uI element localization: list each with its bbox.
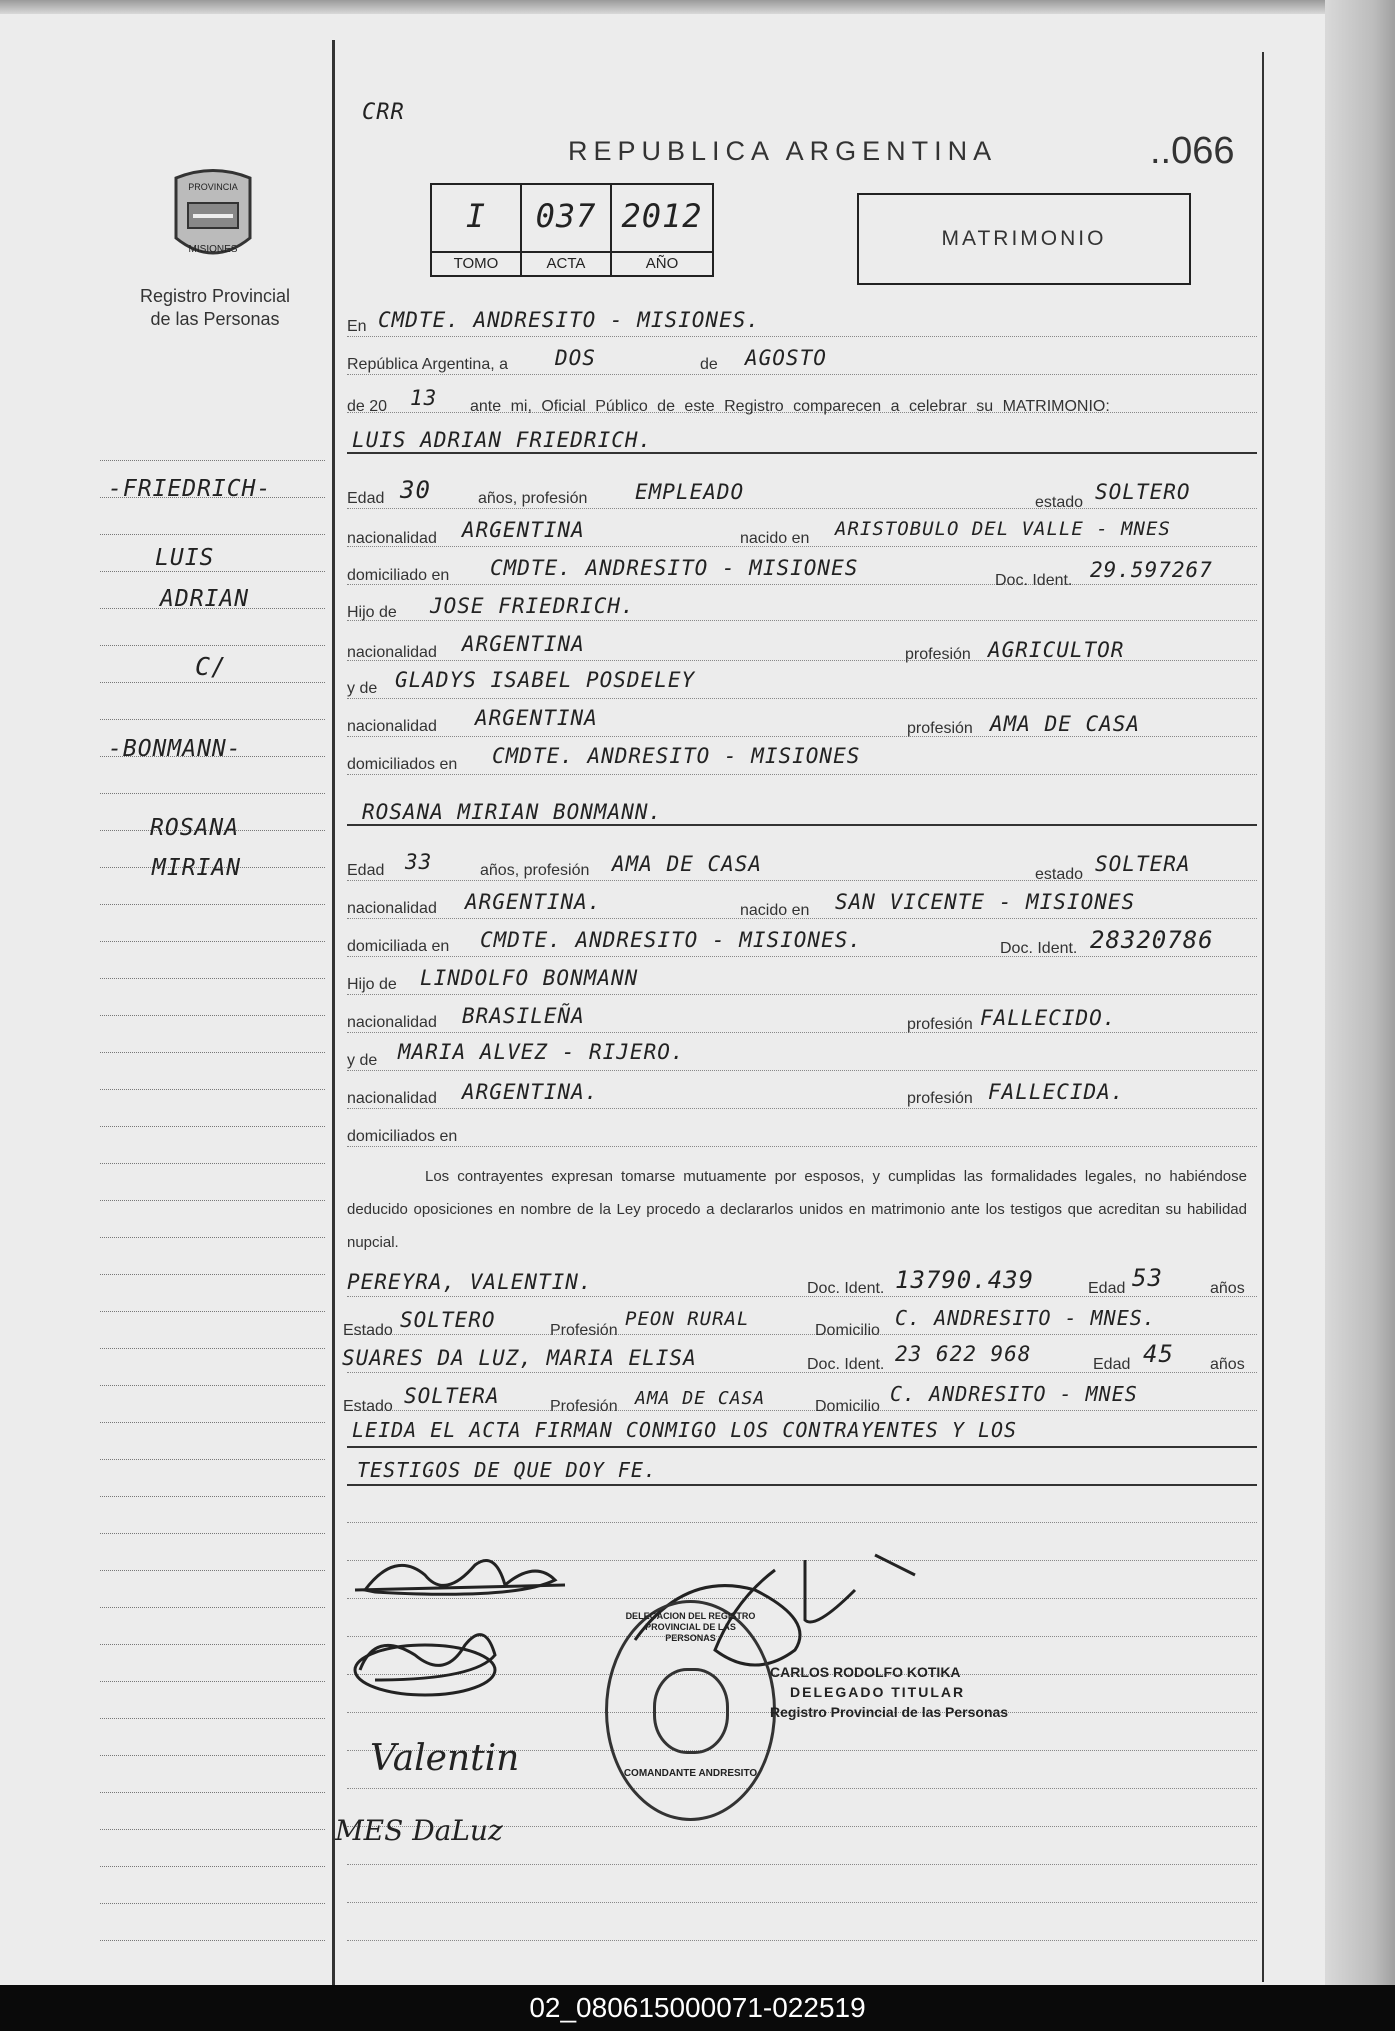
form-rule-line (347, 956, 1257, 957)
margin-name-2: ADRIAN (160, 586, 250, 612)
groom-doc: 29.597267 (1090, 558, 1213, 582)
bride-profession: AMA DE CASA (612, 852, 763, 876)
margin-rule-line (100, 1200, 325, 1201)
margin-rule-line (100, 1570, 325, 1571)
form-rule-line (347, 698, 1257, 699)
margin-name-5: ROSANA (150, 815, 240, 841)
closing-line-2: TESTIGOS DE QUE DOY FE. (357, 1458, 657, 1482)
witness1-name: PEREYRA, VALENTIN. (347, 1270, 593, 1294)
label-w1-estado: Estado (343, 1322, 393, 1339)
margin-rule-line (100, 571, 325, 572)
groom-parents-domicile: CMDTE. ANDRESITO - MISIONES (492, 744, 861, 768)
anio-cell (612, 185, 712, 275)
margin-rule-line (100, 793, 325, 794)
logo-text-top: PROVINCIA (188, 182, 238, 192)
margin-rule-line (100, 978, 325, 979)
label-bride-yde: y de (347, 1052, 378, 1069)
label-groom-nacionalidad: nacionalidad (347, 530, 437, 547)
anio-value: 2012 (621, 197, 703, 235)
groom-mother: GLADYS ISABEL POSDELEY (395, 668, 696, 692)
label-groom-nacido: nacido en (740, 530, 810, 547)
crr-mark: CRR (362, 100, 405, 125)
tomo-cell (432, 185, 522, 275)
officer-org: Registro Provincial de las Personas (770, 1704, 1009, 1720)
tomo-label: TOMO (432, 251, 520, 275)
bride-mother-profession: FALLECIDA. (988, 1080, 1125, 1104)
groom-name: LUIS ADRIAN FRIEDRICH. (352, 428, 653, 452)
label-w2-estado: Estado (343, 1398, 393, 1415)
place-year: 13 (410, 386, 438, 410)
label-bride-nacido: nacido en (740, 902, 810, 919)
bride-born: SAN VICENTE - MISIONES (835, 890, 1136, 914)
form-rule-line (347, 1334, 1257, 1335)
margin-rule-line (100, 1718, 325, 1719)
label-bride-hijo: Hijo de (347, 976, 397, 993)
margin-name-3: C/ (195, 652, 228, 681)
label-groom-mother-prof: profesión (907, 720, 973, 737)
margin-rule-line (100, 1459, 325, 1460)
label-groom-doc: Doc. Ident. (995, 572, 1073, 589)
bride-age: 33 (405, 850, 433, 874)
margin-name-6: MIRIAN (152, 855, 242, 881)
margin-rule-line (100, 904, 325, 905)
groom-domicile: CMDTE. ANDRESITO - MISIONES (490, 556, 859, 580)
record-box (430, 183, 714, 277)
form-rule-line (347, 584, 1257, 585)
registry-label-2: de las Personas (150, 309, 280, 329)
witness2-domicile: C. ANDRESITO - MNES (890, 1382, 1138, 1406)
groom-mother-profession: AMA DE CASA (990, 712, 1141, 736)
label-groom-edad: Edad (347, 490, 385, 507)
label-bride-mother-nac: nacionalidad (347, 1090, 437, 1107)
form-rule-line (347, 1446, 1257, 1448)
bride-father: LINDOLFO BONMANN (420, 966, 639, 990)
form-rule-line (347, 774, 1257, 775)
form-rule-line (347, 1902, 1257, 1903)
official-stamp (605, 1600, 776, 1821)
form-rule-line (347, 1108, 1257, 1109)
document-number: ..066 (1150, 130, 1235, 172)
groom-father-profession: AGRICULTOR (988, 638, 1125, 662)
groom-mother-nationality: ARGENTINA (475, 706, 598, 730)
label-w1-profesion: Profesión (550, 1322, 618, 1339)
signature-groom (355, 1561, 565, 1595)
label-groom-father-prof: profesión (905, 646, 971, 663)
margin-rule-line (100, 1866, 325, 1867)
form-rule-line (347, 452, 1257, 454)
margin-rule-line (100, 1829, 325, 1830)
label-groom-father-nac: nacionalidad (347, 644, 437, 661)
right-rule (1262, 52, 1264, 1982)
bride-mother: MARIA ALVEZ - RIJERO. (398, 1040, 685, 1064)
form-rule-line (347, 1484, 1257, 1486)
form-rule-line (347, 1146, 1257, 1147)
form-rule-line (347, 620, 1257, 621)
province-seal-icon (168, 168, 258, 268)
groom-profession: EMPLEADO (635, 480, 745, 504)
acta-cell (522, 185, 612, 275)
acta-value: 037 (535, 197, 597, 235)
label-w1-domicilio: Domicilio (815, 1322, 880, 1339)
label-de-20: de 20 (347, 398, 388, 415)
margin-lines (100, 460, 325, 1960)
margin-rule-line (100, 1385, 325, 1386)
page-edge (1325, 0, 1395, 1985)
margin-rule-line (100, 1237, 325, 1238)
statement-paragraph: Los contrayentes expresan tomarse mutuamente por esposos, y cumplidas las formalidades legales, no habiéndose deducido oposiciones en nombre de la Ley procedo a declararlos unidos en matrimonio ante los testigos que acreditan su habilidad nupcial. (347, 1168, 1247, 1251)
margin-rule-line (100, 682, 325, 683)
label-groom-domiciliado: domiciliado en (347, 567, 450, 584)
anio-label: AÑO (612, 251, 712, 275)
signature-witness1: Valentin (370, 1738, 520, 1779)
margin-name-1: LUIS (155, 545, 215, 571)
margin-rule-line (100, 1348, 325, 1349)
closing-line-1: LEIDA EL ACTA FIRMAN CONMIGO LOS CONTRAYENTES Y LOS (352, 1418, 1018, 1442)
form-rule-line (347, 1070, 1257, 1071)
form-rule-line (347, 994, 1257, 995)
record-type-box: MATRIMONIO (857, 193, 1191, 285)
margin-rule-line (100, 1274, 325, 1275)
margin-rule-line (100, 1089, 325, 1090)
bride-domicile: CMDTE. ANDRESITO - MISIONES. (480, 928, 863, 952)
form-rule-line (347, 1522, 1257, 1523)
margin-rule-line (100, 1644, 325, 1645)
officer-title: DELEGADO TITULAR (790, 1684, 966, 1700)
margin-rule-line (100, 1903, 325, 1904)
label-bride-nacionalidad: nacionalidad (347, 900, 437, 917)
margin-rule-line (100, 1607, 325, 1608)
tomo-value: I (465, 197, 487, 235)
bride-name: ROSANA MIRIAN BONMANN. (362, 800, 663, 824)
margin-rule-line (100, 534, 325, 535)
witness2-profession: AMA DE CASA (635, 1388, 766, 1409)
label-w2-doc: Doc. Ident. (807, 1356, 885, 1373)
margin-rule-line (100, 1940, 325, 1941)
margin-rule-line (100, 1496, 325, 1497)
stamp-emblem (653, 1668, 729, 1754)
form-rule-line (347, 824, 1257, 826)
margin-rule-line (100, 1422, 325, 1423)
registry-label (110, 285, 320, 331)
witness1-age: 53 (1132, 1264, 1163, 1292)
witness1-profession: PEON RURAL (625, 1308, 750, 1330)
acta-label: ACTA (522, 251, 610, 275)
groom-status: SOLTERO (1095, 480, 1191, 504)
margin-rule-line (100, 1052, 325, 1053)
bride-mother-nationality: ARGENTINA. (462, 1080, 599, 1104)
scan-footer: 02_080615000071-022519 (0, 1985, 1395, 2031)
top-edge (0, 0, 1395, 14)
place-city: CMDTE. ANDRESITO - MISIONES. (378, 308, 761, 332)
label-bride-estado: estado (1035, 866, 1084, 883)
signature-witness2: MES DaLuz (335, 1814, 503, 1847)
margin-rule-line (100, 1755, 325, 1756)
form-rule-line (347, 1940, 1257, 1941)
signature-bride (355, 1635, 495, 1695)
margin-rule-line (100, 1126, 325, 1127)
label-groom-estado: estado (1035, 494, 1084, 511)
groom-nationality: ARGENTINA (462, 518, 585, 542)
officer-name: CARLOS RODOLFO KOTIKA (770, 1664, 961, 1680)
label-bride-mother-prof: profesión (907, 1090, 973, 1107)
form-rule-line (347, 508, 1257, 509)
label-w2-domicilio: Domicilio (815, 1398, 880, 1415)
margin-rule-line (100, 1311, 325, 1312)
margin-rule-line (100, 1533, 325, 1534)
label-w2-anios: años (1210, 1356, 1245, 1373)
margin-rule-line (100, 941, 325, 942)
label-groom-mother-nac: nacionalidad (347, 718, 437, 735)
label-groom-domiciliados: domiciliados en (347, 756, 458, 773)
officer-stamp (770, 1662, 1008, 1722)
label-bride-anios-profesion: años, profesión (480, 862, 590, 879)
label-en: En (347, 318, 367, 335)
label-w1-edad: Edad (1088, 1280, 1126, 1297)
margin-rule-line (100, 460, 325, 461)
country-title: REPUBLICA ARGENTINA (568, 136, 998, 166)
registry-label-1: Registro Provincial (139, 286, 291, 306)
form-rule-line (347, 374, 1257, 375)
margin-name-4: -BONMANN- (108, 736, 242, 762)
witness2-status: SOLTERA (404, 1384, 500, 1408)
margin-rule-line (100, 1681, 325, 1682)
groom-father-nationality: ARGENTINA (462, 632, 585, 656)
form-rule-line (347, 736, 1257, 737)
logo-text-bottom: MISIONES (188, 244, 238, 255)
form-rule-line (347, 336, 1257, 337)
label-bride-domiciliados: domiciliados en (347, 1128, 458, 1145)
witness2-name: SUARES DA LUZ, MARIA ELISA (342, 1346, 697, 1370)
label-ante-mi: ante mi, Oficial Público de este Registro comparecen a celebrar su MATRIMONIO: (470, 398, 1110, 415)
groom-age: 30 (400, 476, 431, 504)
label-bride-doc: Doc. Ident. (1000, 940, 1078, 957)
label-bride-father-prof: profesión (907, 1016, 973, 1033)
label-bride-domiciliada: domiciliada en (347, 938, 450, 955)
witness2-age: 45 (1143, 1340, 1174, 1368)
stamp-place-text: COMANDANTE ANDRESITO (623, 1768, 758, 1779)
form-rule-line (347, 1032, 1257, 1033)
groom-born: ARISTOBULO DEL VALLE - MNES (835, 518, 1171, 540)
place-month: AGOSTO (745, 346, 827, 370)
margin-name-0: -FRIEDRICH- (108, 476, 272, 502)
margin-rule-line (100, 1792, 325, 1793)
form-rule-line (347, 880, 1257, 881)
place-day: DOS (555, 346, 596, 370)
label-w1-anios: años (1210, 1280, 1245, 1297)
margin-rule-line (100, 719, 325, 720)
margin-rule-line (100, 1015, 325, 1016)
margin-rule-line (100, 645, 325, 646)
label-republica: República Argentina, a (347, 356, 508, 373)
label-groom-anios-profesion: años, profesión (478, 490, 588, 507)
label-w2-edad: Edad (1093, 1356, 1131, 1373)
label-bride-father-nac: nacionalidad (347, 1014, 437, 1031)
bride-status: SOLTERA (1095, 852, 1191, 876)
bride-doc: 28320786 (1090, 926, 1214, 954)
groom-father: JOSE FRIEDRICH. (430, 594, 635, 618)
margin-rule-line (100, 1163, 325, 1164)
stamp-ring-text: DELEGACION DEL REGISTRO PROVINCIAL DE LAS PERSONAS (625, 1611, 756, 1643)
witness1-domicile: C. ANDRESITO - MNES. (895, 1306, 1156, 1330)
bride-nationality: ARGENTINA. (465, 890, 602, 914)
witness1-doc: 13790.439 (895, 1266, 1035, 1294)
label-groom-hijo: Hijo de (347, 604, 397, 621)
label-de-month: de (700, 356, 718, 373)
witness1-status: SOLTERO (400, 1308, 496, 1332)
label-w2-profesion: Profesión (550, 1398, 618, 1415)
form-rule-line (347, 1864, 1257, 1865)
label-w1-doc: Doc. Ident. (807, 1280, 885, 1297)
form-rule-line (347, 1410, 1257, 1411)
bride-father-profession: FALLECIDO. (980, 1006, 1117, 1030)
label-groom-yde: y de (347, 680, 378, 697)
label-bride-edad: Edad (347, 862, 385, 879)
witness2-doc: 23 622 968 (895, 1342, 1032, 1366)
bride-father-nationality: BRASILEÑA (462, 1004, 585, 1028)
